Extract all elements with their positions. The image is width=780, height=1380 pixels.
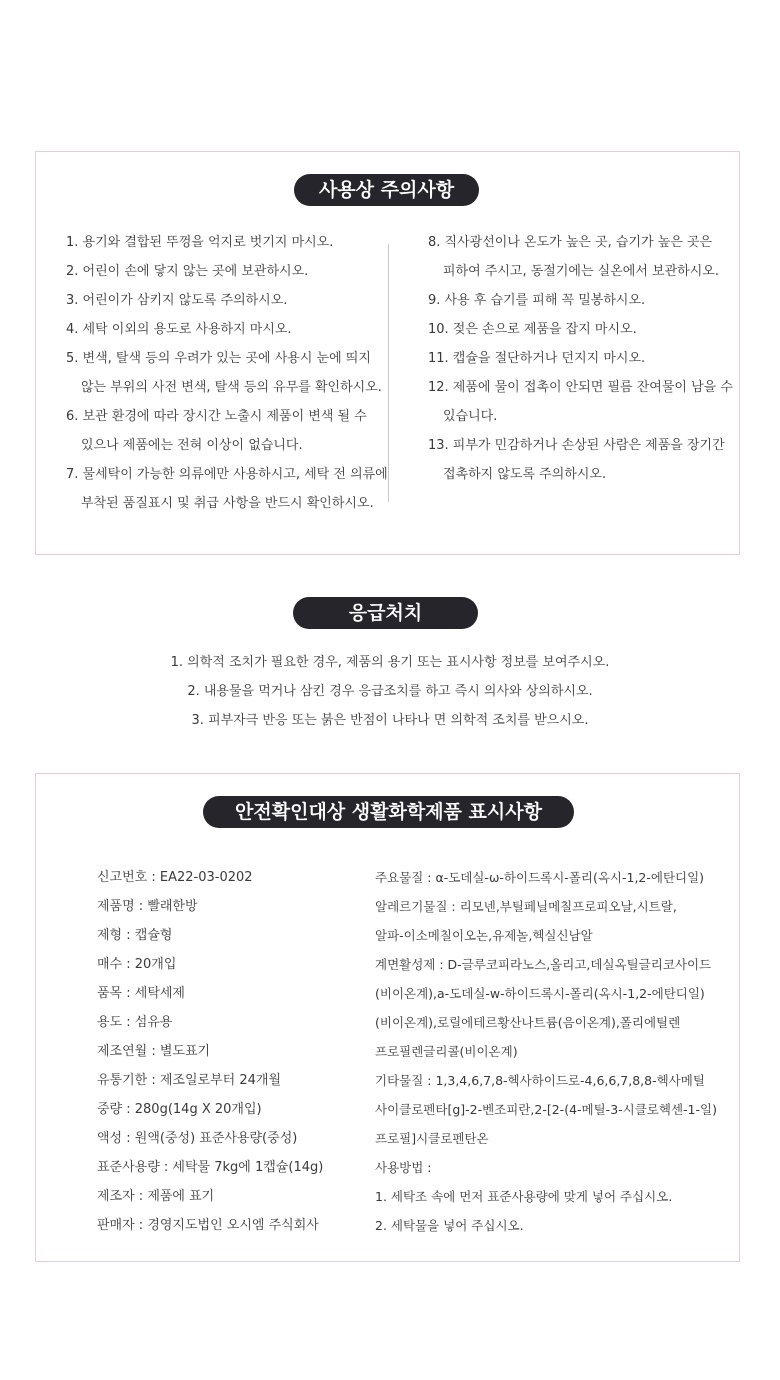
label-item: 알레르기물질 : 리모넨,부틸페닐메칠프로피오날,시트랄, (375, 899, 677, 914)
label-item: 품목 : 세탁세제 (97, 986, 185, 1001)
label-title: 안전확인대상 생활화학제품 표시사항 (203, 796, 574, 828)
label-item: 사용방법 : (375, 1160, 432, 1175)
caution-item-cont: 않는 부위의 사전 변색, 탈색 등의 유무를 확인하시오. (81, 380, 382, 395)
caution-divider (388, 244, 389, 502)
caution-title: 사용상 주의사항 (294, 174, 479, 206)
caution-item: 12. 제품에 물이 접촉이 안되면 필름 잔여물이 남을 수 (428, 380, 733, 395)
label-item: (비이온계),a-도데실-w-하이드록시-폴리(옥시-1,2-에탄디일) (375, 986, 705, 1001)
label-item: 표준사용량 : 세탁물 7kg에 1캡슐(14g) (97, 1160, 324, 1175)
first-aid-title: 응급처치 (293, 597, 478, 629)
label-item: 용도 : 섬유용 (97, 1015, 173, 1030)
caution-left-list (66, 228, 388, 518)
caution-item: 8. 직사광선이나 온도가 높은 곳, 습기가 높은 곳은 (428, 235, 713, 250)
caution-item: 9. 사용 후 습기를 피해 꼭 밀봉하시오. (428, 293, 646, 308)
caution-item-cont: 있으나 제품에는 전혀 이상이 없습니다. (81, 438, 303, 453)
label-item: 액성 : 원액(중성) 표준사용량(중성) (97, 1131, 298, 1146)
caution-item: 1. 용기와 결합된 뚜껑을 억지로 벗기지 마시오. (66, 235, 334, 250)
caution-item: 3. 어린이가 삼키지 않도록 주의하시오. (66, 293, 288, 308)
first-aid-item: 2. 내용물을 먹거나 삼킨 경우 응급조치를 하고 즉시 의사와 상의하시오. (187, 684, 593, 699)
label-left-list (97, 863, 323, 1240)
label-item: 1. 세탁조 속에 먼저 표준사용량에 맞게 넣어 주십시오. (375, 1189, 673, 1204)
caution-item: 2. 어린이 손에 닿지 않는 곳에 보관하시오. (66, 264, 309, 279)
label-item: 판매자 : 경영지도법인 오시엠 주식회사 (97, 1218, 319, 1233)
label-item: 제조자 : 제품에 표기 (97, 1189, 215, 1204)
label-item: 제형 : 캡슐형 (97, 928, 173, 943)
label-item: 기타물질 : 1,3,4,6,7,8-헥사하이드로-4,6,6,7,8,8-헥사메틸 (375, 1073, 705, 1088)
caution-item: 10. 젖은 손으로 제품을 잡지 마시오. (428, 322, 637, 337)
label-item: (비이온계),로릴에테르황산나트륨(음이온계),폴리에틸렌 (375, 1015, 681, 1030)
first-aid-item: 3. 피부자극 반응 또는 붉은 반점이 나타나 면 의학적 조치를 받으시오. (191, 713, 589, 728)
label-item: 프로필]시클로펜탄온 (375, 1131, 489, 1146)
caution-item: 11. 캡슐을 절단하거나 던지지 마시오. (428, 351, 646, 366)
label-item: 2. 세탁물을 넣어 주십시오. (375, 1218, 524, 1233)
caution-right-list (428, 228, 733, 489)
label-item: 프로필렌글리콜(비이온계) (375, 1044, 518, 1059)
label-item: 알파-이소메칠이오논,유제놀,헥실신남알 (375, 928, 593, 943)
label-item: 사이클로펜타[g]-2-벤조피란,2-[2-(4-메틸-3-시클로헥센-1-일) (375, 1102, 717, 1117)
label-item: 매수 : 20개입 (97, 957, 177, 972)
label-right-list (375, 863, 717, 1240)
label-item: 주요물질 : α-도데실-ω-하이드록시-폴리(옥시-1,2-에탄디일) (375, 870, 705, 885)
caution-item: 13. 피부가 민감하거나 손상된 사람은 제품을 장기간 (428, 438, 725, 453)
label-item: 제조연월 : 별도표기 (97, 1044, 211, 1059)
caution-item: 6. 보관 환경에 따라 장시간 노출시 제품이 변색 될 수 (66, 409, 367, 424)
caution-item-cont: 부착된 품질표시 및 취급 사항을 반드시 확인하시오. (81, 496, 374, 511)
caution-item: 7. 물세탁이 가능한 의류에만 사용하시고, 세탁 전 의류에 (66, 467, 388, 482)
caution-item: 4. 세탁 이외의 용도로 사용하지 마시오. (66, 322, 292, 337)
caution-item-cont: 피하여 주시고, 동절기에는 실온에서 보관하시오. (443, 264, 719, 279)
label-item: 계면활성제 : D-글루코피라노스,올리고,데실옥틸글리코사이드 (375, 957, 712, 972)
label-item: 신고번호 : EA22-03-0202 (97, 870, 253, 885)
label-item: 중량 : 280g(14g X 20개입) (97, 1102, 262, 1117)
first-aid-list (0, 648, 780, 735)
caution-item-cont: 있습니다. (443, 409, 498, 424)
label-item: 제품명 : 빨래한방 (97, 899, 198, 914)
caution-item: 5. 변색, 탈색 등의 우려가 있는 곳에 사용시 눈에 띄지 (66, 351, 371, 366)
caution-item-cont: 접촉하지 않도록 주의하시오. (443, 467, 607, 482)
first-aid-item: 1. 의학적 조치가 필요한 경우, 제품의 용기 또는 표시사항 정보를 보여주시오. (170, 655, 610, 670)
label-item: 유통기한 : 제조일로부터 24개월 (97, 1073, 282, 1088)
